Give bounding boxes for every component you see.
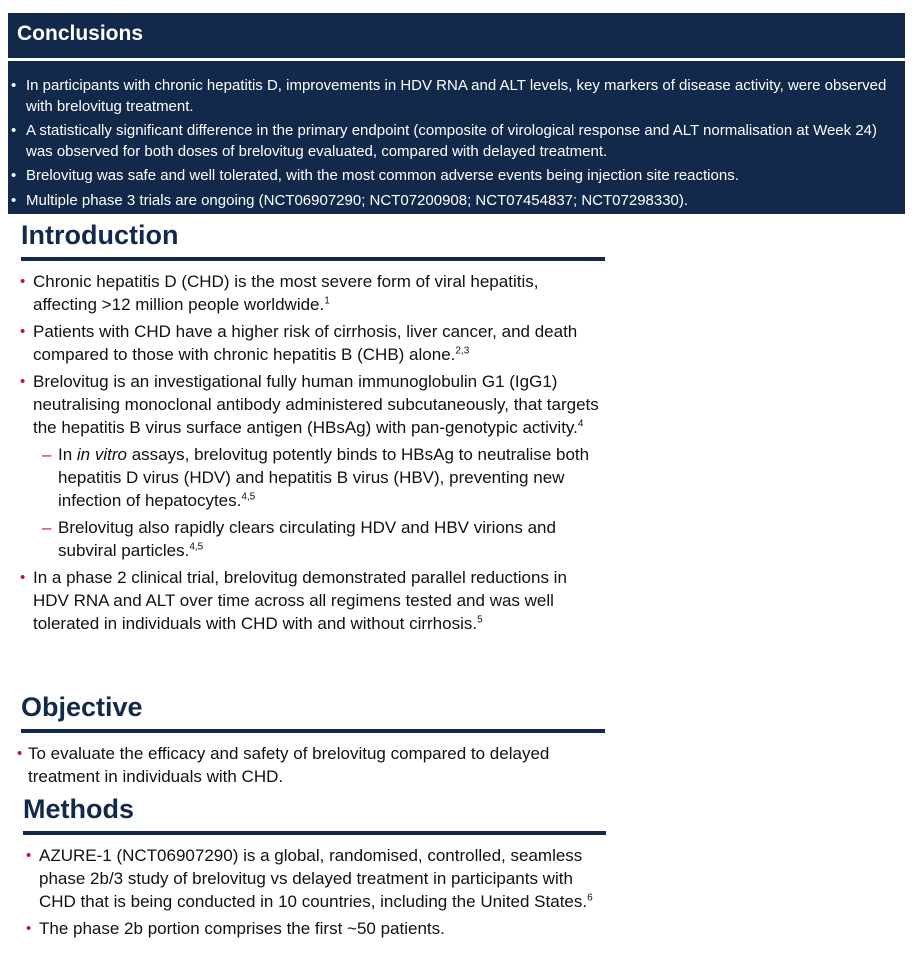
bullet-icon: •: [26, 847, 32, 864]
list-item: • Chronic hepatitis D (CHD) is the most severe form of viral hepatitis, affecting >12 million people worldwide.$^1$: [20, 272, 539, 314]
dash-icon: –: [42, 518, 52, 537]
conclusions-divider: [8, 58, 905, 61]
methods-list: [23, 844, 606, 940]
bullet-icon: •: [20, 373, 26, 390]
bullet-icon: •: [11, 191, 17, 209]
conclusions-title: Conclusions: [17, 22, 144, 45]
bullet-icon: •: [20, 569, 26, 586]
dash-icon: –: [42, 445, 52, 464]
bullet-icon: •: [17, 745, 23, 762]
list-item: • Patients with CHD have a higher risk of cirrhosis, liver cancer, and death compared to those with chronic hepatitis B (CHB) alone.$^{2,3}$: [20, 322, 578, 364]
list-item: • In participants with chronic hepatitis D, improvements in HDV RNA and ALT levels, key markers of disease activity, were observed with brelovitug treatment.: [11, 77, 887, 115]
introduction-section: [21, 219, 605, 635]
sub-list-item: – In in vitro assays, brelovitug potently binds to HBsAg to neutralise both hepatitis D virus (HDV) and hepatitis B virus (HBV), preventing new infection of hepatocytes.$^{4,5}$: [42, 445, 590, 510]
bullet-icon: •: [20, 273, 26, 290]
introduction-divider: [21, 257, 605, 261]
objective-title: Objective: [21, 692, 143, 722]
bullet-icon: •: [11, 122, 17, 139]
bullet-icon: •: [20, 323, 26, 340]
conclusions-list: [8, 76, 898, 215]
sub-list-item: – Brelovitug also rapidly clears circulating HDV and HBV virions and subviral particles.$^{4,5}$: [42, 518, 556, 560]
list-item: • Brelovitug is an investigational fully human immunoglobulin G1 (IgG1) neutralising monoclonal antibody administered subcutaneously, that targets the hepatitis B virus surface antigen (HBsAg) with pan-genotypic activity.$^4$: [20, 372, 599, 437]
conclusions-panel: [8, 13, 905, 214]
objective-divider: [21, 729, 605, 733]
bullet-icon: •: [11, 167, 17, 184]
methods-divider: [23, 831, 606, 835]
list-item: • AZURE-1 (NCT06907290) is a global, randomised, controlled, seamless phase 2b/3 study of brelovitug vs delayed treatment in participants with CHD that is being conducted in 10 countries, including the United States.$^6$: [26, 846, 593, 911]
list-item: • In a phase 2 clinical trial, brelovitug demonstrated parallel reductions in HDV RNA and ALT over time across all regimens tested and was well tolerated in individuals with CHD with and without cirrhosis.$^5$: [20, 568, 567, 633]
list-item: • The phase 2b portion comprises the first ~50 patients.: [26, 919, 445, 938]
objective-section: [17, 691, 605, 788]
list-item: • Brelovitug was safe and well tolerated, with the most common adverse events being injection site reactions.: [8, 166, 898, 187]
list-item: • A statistically significant difference in the primary endpoint (composite of virological response and ALT normalisation at Week 24) was observed for both doses of brelovitug evaluated, compared with delayed treatment.: [11, 122, 877, 160]
objective-list: [17, 742, 605, 788]
list-item: • Multiple phase 3 trials are ongoing (NCT06907290; NCT07200908; NCT07454837; NCT07298330).: [8, 191, 898, 212]
introduction-list: [21, 270, 605, 635]
methods-section: [23, 793, 606, 940]
methods-title: Methods: [23, 794, 134, 824]
bullet-icon: •: [26, 920, 32, 937]
bullet-icon: •: [11, 77, 17, 94]
introduction-title: Introduction: [21, 220, 179, 250]
list-item: • To evaluate the efficacy and safety of brelovitug compared to delayed treatment in individuals with CHD.: [17, 744, 550, 786]
